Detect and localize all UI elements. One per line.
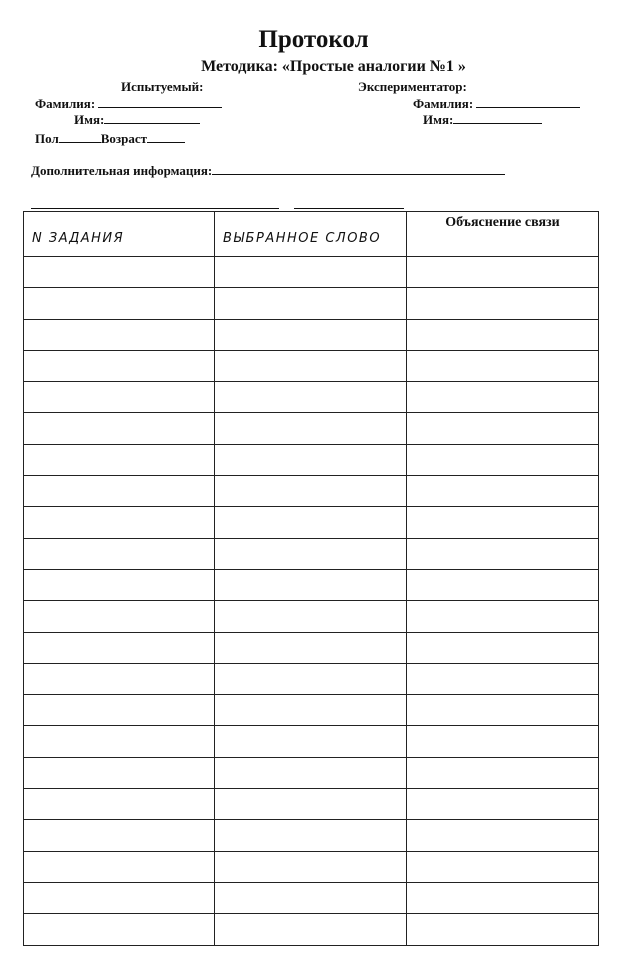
divider-line-left xyxy=(31,208,279,209)
sex-blank[interactable] xyxy=(59,131,101,143)
task-number-cell[interactable] xyxy=(24,288,215,319)
explanation-cell[interactable] xyxy=(407,350,599,381)
experimenter-surname-blank[interactable] xyxy=(476,96,580,108)
chosen-word-cell[interactable] xyxy=(215,632,407,663)
table-row xyxy=(24,820,599,851)
explanation-cell[interactable] xyxy=(407,820,599,851)
task-number-cell[interactable] xyxy=(24,820,215,851)
explanation-cell[interactable] xyxy=(407,914,599,945)
task-number-cell[interactable] xyxy=(24,851,215,882)
explanation-cell[interactable] xyxy=(407,319,599,350)
table-row xyxy=(24,257,599,288)
table-row xyxy=(24,382,599,413)
explanation-cell[interactable] xyxy=(407,789,599,820)
experimenter-name-field xyxy=(423,112,542,128)
table-row xyxy=(24,695,599,726)
explanation-cell[interactable] xyxy=(407,851,599,882)
table-row xyxy=(24,350,599,381)
chosen-word-cell[interactable] xyxy=(215,507,407,538)
chosen-word-cell[interactable] xyxy=(215,726,407,757)
chosen-word-cell[interactable] xyxy=(215,538,407,569)
chosen-word-cell[interactable] xyxy=(215,851,407,882)
divider-line-right xyxy=(294,208,404,209)
subject-surname-label: Фамилия: xyxy=(35,96,96,111)
chosen-word-cell[interactable] xyxy=(215,914,407,945)
explanation-cell[interactable] xyxy=(407,882,599,913)
chosen-word-cell[interactable] xyxy=(215,601,407,632)
chosen-word-cell[interactable] xyxy=(215,413,407,444)
chosen-word-cell[interactable] xyxy=(215,382,407,413)
answers-table xyxy=(23,211,599,946)
explanation-cell[interactable] xyxy=(407,601,599,632)
task-number-cell[interactable] xyxy=(24,789,215,820)
explanation-cell[interactable] xyxy=(407,382,599,413)
experimenter-name-blank[interactable] xyxy=(453,112,542,124)
table-row xyxy=(24,444,599,475)
explanation-cell[interactable] xyxy=(407,538,599,569)
explanation-cell[interactable] xyxy=(407,476,599,507)
extra-info-field xyxy=(31,163,505,179)
explanation-cell[interactable] xyxy=(407,288,599,319)
chosen-word-cell[interactable] xyxy=(215,663,407,694)
table-row xyxy=(24,882,599,913)
table-row xyxy=(24,507,599,538)
task-number-cell[interactable] xyxy=(24,507,215,538)
task-number-cell[interactable] xyxy=(24,413,215,444)
chosen-word-cell[interactable] xyxy=(215,257,407,288)
chosen-word-cell[interactable] xyxy=(215,476,407,507)
column-explanation: Объяснение связи xyxy=(407,212,599,257)
explanation-cell[interactable] xyxy=(407,663,599,694)
protocol-title: Протокол xyxy=(258,26,369,53)
task-number-cell[interactable] xyxy=(24,601,215,632)
table-row xyxy=(24,757,599,788)
table-row xyxy=(24,288,599,319)
task-number-cell[interactable] xyxy=(24,444,215,475)
experimenter-surname-field xyxy=(413,96,580,112)
subject-name-blank[interactable] xyxy=(104,112,200,124)
chosen-word-cell[interactable] xyxy=(215,288,407,319)
age-label: Возраст xyxy=(100,131,148,146)
column-task-number: N ЗАДАНИЯ xyxy=(24,212,215,257)
explanation-cell[interactable] xyxy=(407,507,599,538)
chosen-word-cell[interactable] xyxy=(215,820,407,851)
column-chosen-word: ВЫБРАННОЕ СЛОВО xyxy=(215,212,407,257)
table-row xyxy=(24,569,599,600)
experimenter-heading: Экспериментатор: xyxy=(358,79,467,94)
task-number-cell[interactable] xyxy=(24,350,215,381)
table-header-row xyxy=(24,212,599,257)
explanation-cell[interactable] xyxy=(407,569,599,600)
sex-label: Пол xyxy=(35,131,59,146)
chosen-word-cell[interactable] xyxy=(215,444,407,475)
explanation-cell[interactable] xyxy=(407,695,599,726)
task-number-cell[interactable] xyxy=(24,257,215,288)
task-number-cell[interactable] xyxy=(24,695,215,726)
experimenter-name-label: Имя: xyxy=(423,112,454,127)
table-row xyxy=(24,914,599,945)
task-number-cell[interactable] xyxy=(24,569,215,600)
chosen-word-cell[interactable] xyxy=(215,789,407,820)
sex-age-field xyxy=(35,131,185,147)
task-number-cell[interactable] xyxy=(24,663,215,694)
subject-heading: Испытуемый: xyxy=(121,79,204,94)
explanation-cell[interactable] xyxy=(407,444,599,475)
extra-info-blank[interactable] xyxy=(212,163,505,175)
table-row xyxy=(24,413,599,444)
table-row xyxy=(24,538,599,569)
chosen-word-cell[interactable] xyxy=(215,350,407,381)
explanation-cell[interactable] xyxy=(407,757,599,788)
task-number-cell[interactable] xyxy=(24,757,215,788)
table-row xyxy=(24,851,599,882)
table-row xyxy=(24,476,599,507)
chosen-word-cell[interactable] xyxy=(215,319,407,350)
subject-surname-blank[interactable] xyxy=(98,96,222,108)
chosen-word-cell[interactable] xyxy=(215,569,407,600)
table-body xyxy=(24,257,599,946)
explanation-cell[interactable] xyxy=(407,413,599,444)
subject-name-field xyxy=(74,112,200,128)
task-number-cell[interactable] xyxy=(24,382,215,413)
method-subtitle: Методика: «Простые аналогии №1 » xyxy=(201,58,466,75)
table-row xyxy=(24,601,599,632)
table-row xyxy=(24,726,599,757)
subject-surname-field xyxy=(35,96,222,112)
chosen-word-cell[interactable] xyxy=(215,695,407,726)
task-number-cell[interactable] xyxy=(24,914,215,945)
table-row xyxy=(24,319,599,350)
task-number-cell[interactable] xyxy=(24,319,215,350)
table-row xyxy=(24,663,599,694)
task-number-cell[interactable] xyxy=(24,882,215,913)
task-number-cell[interactable] xyxy=(24,632,215,663)
explanation-cell[interactable] xyxy=(407,726,599,757)
extra-info-label: Дополнительная информация: xyxy=(31,163,213,178)
chosen-word-cell[interactable] xyxy=(215,882,407,913)
task-number-cell[interactable] xyxy=(24,476,215,507)
table-row xyxy=(24,632,599,663)
chosen-word-cell[interactable] xyxy=(215,757,407,788)
experimenter-surname-label: Фамилия: xyxy=(413,96,474,111)
explanation-cell[interactable] xyxy=(407,257,599,288)
age-blank[interactable] xyxy=(147,131,185,143)
task-number-cell[interactable] xyxy=(24,538,215,569)
task-number-cell[interactable] xyxy=(24,726,215,757)
subject-name-label: Имя: xyxy=(74,112,105,127)
table-row xyxy=(24,789,599,820)
explanation-cell[interactable] xyxy=(407,632,599,663)
